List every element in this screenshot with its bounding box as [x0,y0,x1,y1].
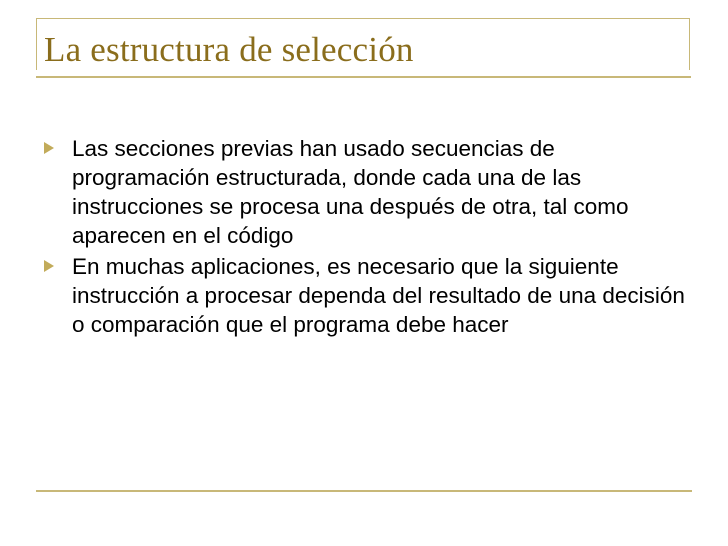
left-frame-tick [36,18,37,70]
bullet-list [44,134,694,341]
right-frame-tick [689,18,690,70]
top-border-line [36,18,690,19]
bullet-text: Las secciones previas han usado secuencias de programación estructurada, donde cada una de las instrucciones se procesa una después de otra, tal como aparecen en el código [72,136,629,248]
bullet-item [44,252,694,339]
bullet-text: En muchas aplicaciones, es necesario que la siguiente instrucción a procesar dependa del resultado de una decisión o comparación que el programa debe hacer [72,254,685,337]
bottom-border-line [36,490,692,492]
triangle-bullet-icon [44,142,54,154]
bullet-item [44,134,694,250]
triangle-bullet-icon [44,260,54,272]
title-underline [36,76,691,78]
slide-title: La estructura de selección [44,30,414,69]
